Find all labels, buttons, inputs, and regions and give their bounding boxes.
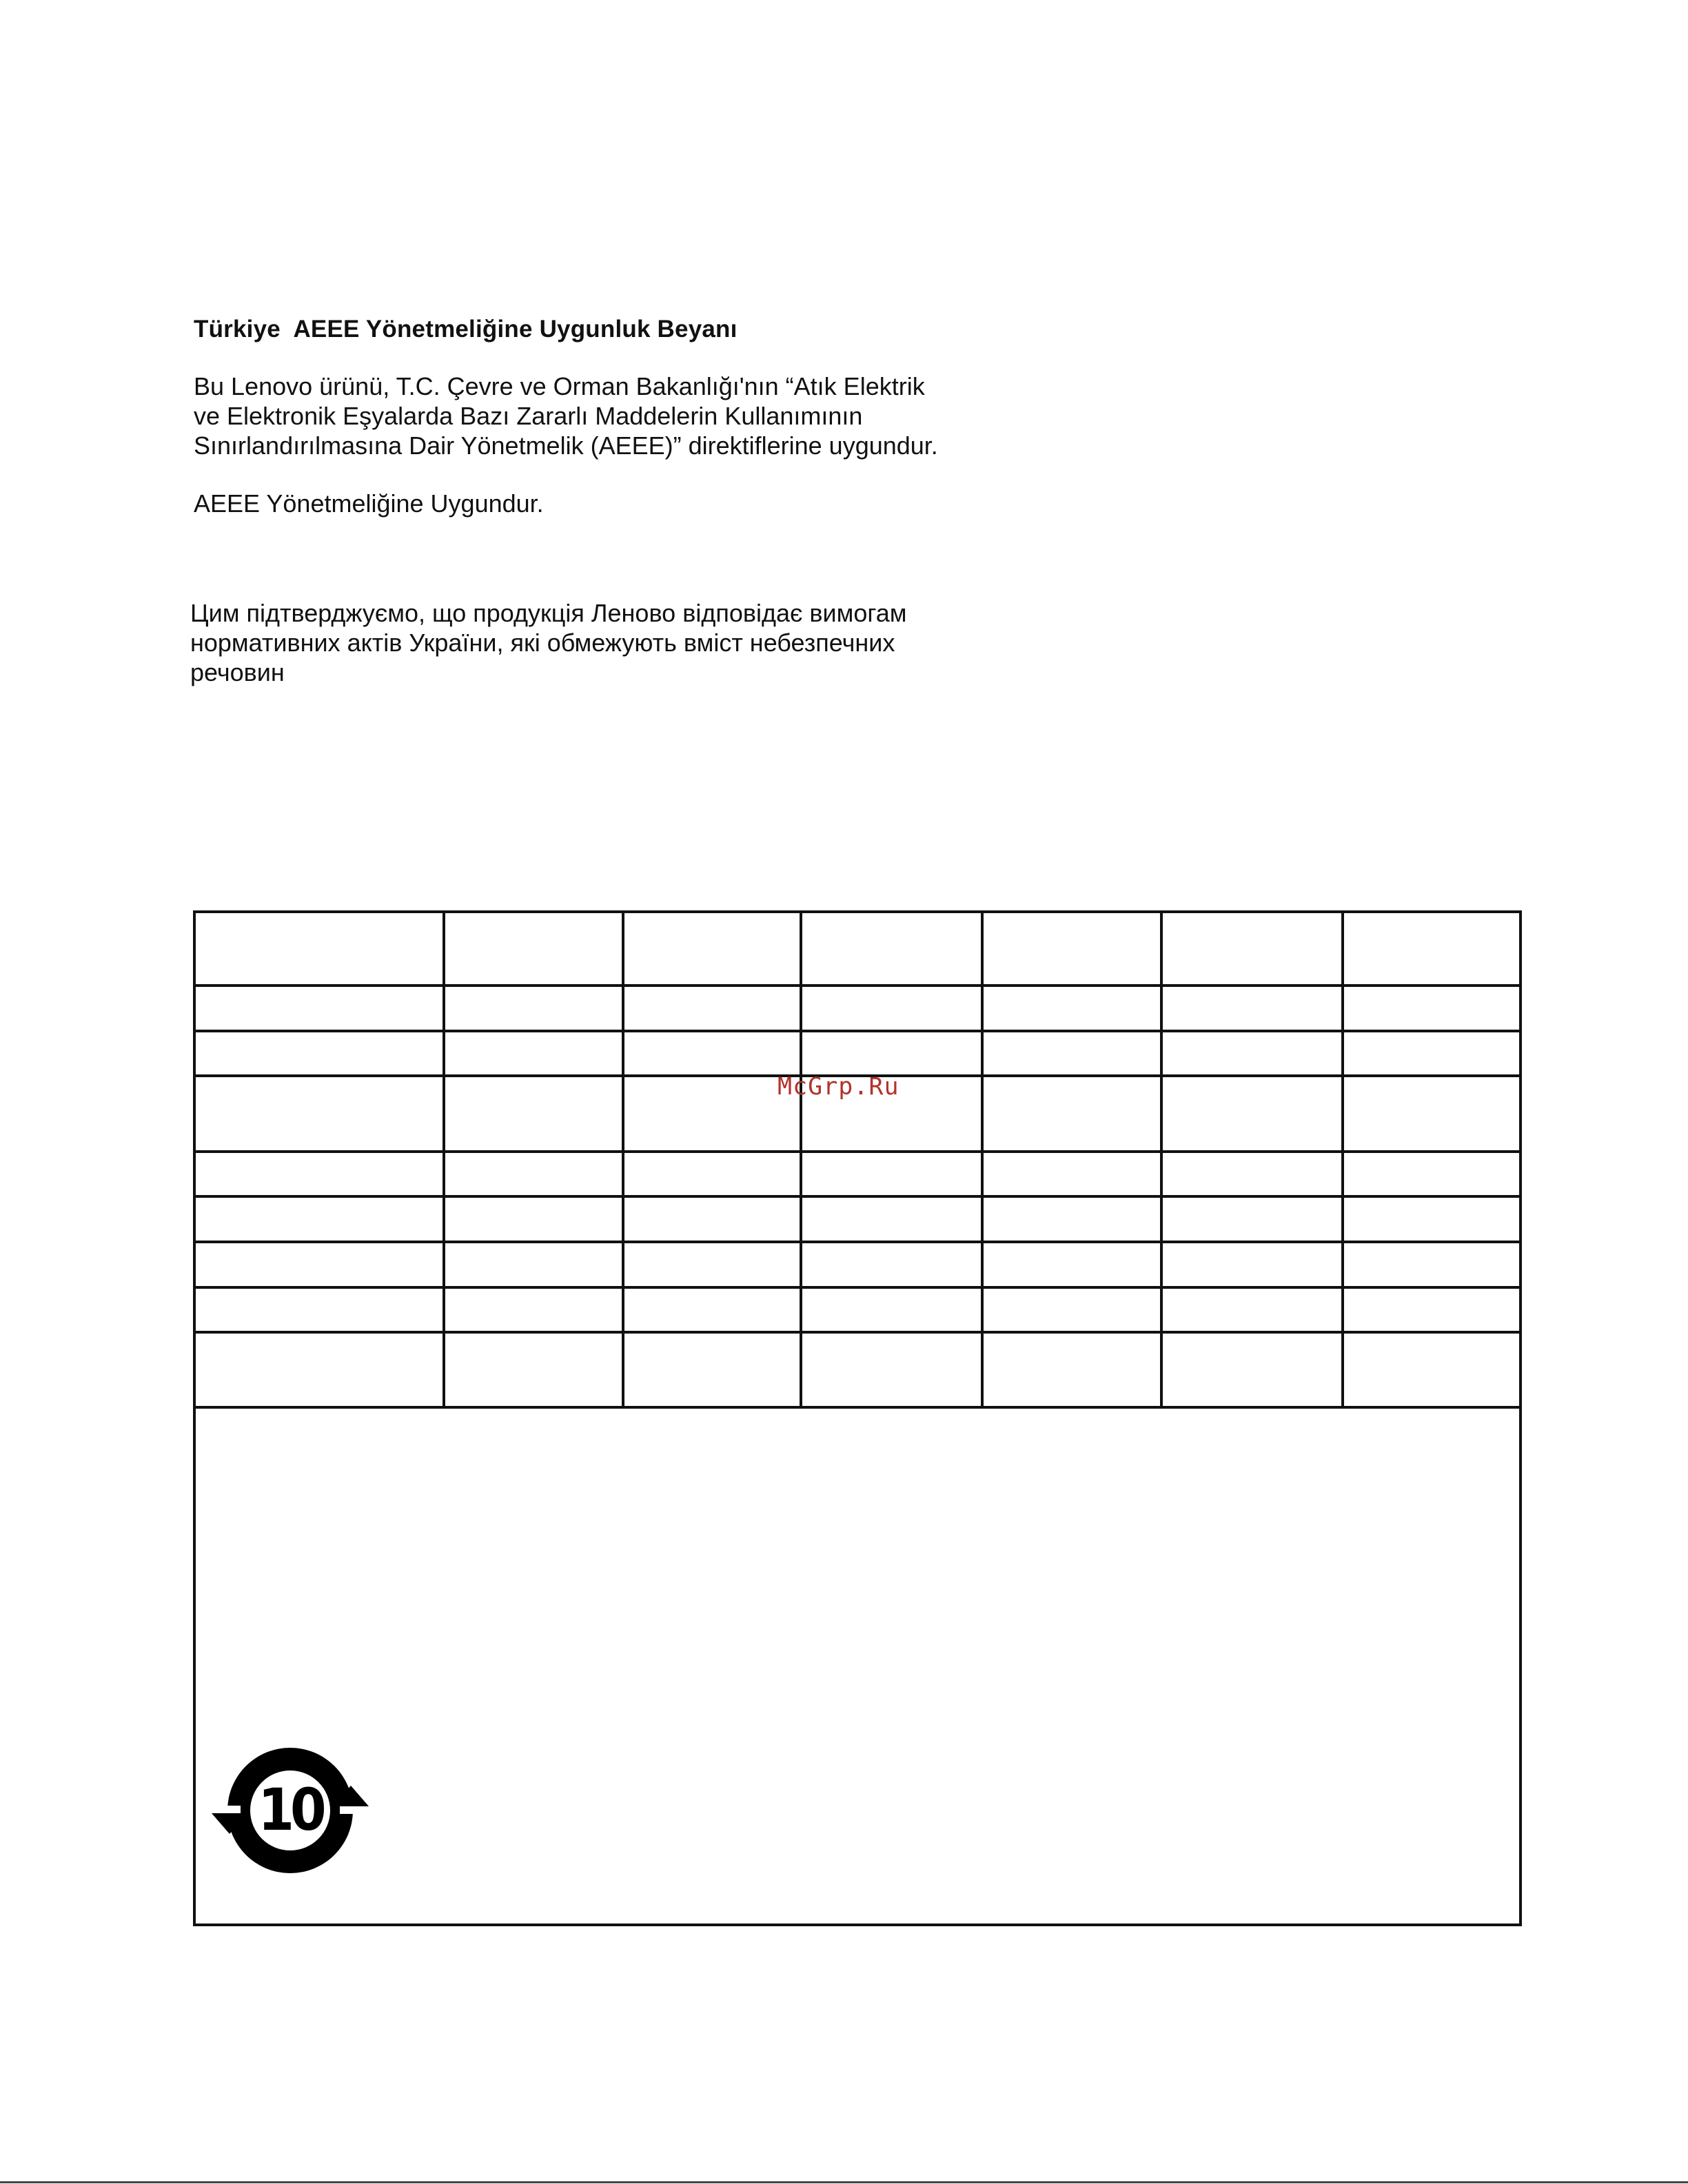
paragraph-line: нормативних актів України, які обмежують вміст небезпечних [190, 629, 895, 657]
table-row-divider [193, 1286, 1522, 1289]
table-row-divider [193, 1195, 1522, 1198]
table-row-divider [193, 1241, 1522, 1243]
table-row-divider [193, 984, 1522, 987]
table-row-divider [193, 1150, 1522, 1153]
paragraph-line: Цим підтверджуємо, що продукція Леново відповідає вимогам [190, 599, 907, 627]
table-column-divider [1341, 910, 1344, 1407]
paragraph-line: AEEE Yönetmeliğine Uygundur. [194, 489, 544, 518]
paragraph-line: речовин [190, 658, 285, 686]
table-column-divider [622, 910, 624, 1407]
table-column-divider [1160, 910, 1163, 1407]
table-row-divider [193, 1406, 1522, 1409]
paragraph-line: Bu Lenovo ürünü, T.C. Çevre ve Orman Bakanlığı'nın “Atık Elektrik [194, 372, 925, 400]
table-frame [193, 910, 1522, 1926]
heading-turkey-declaration: Türkiye AEEE Yönetmeliğine Uygunluk Beyanı [194, 316, 738, 343]
paragraph-line: Sınırlandırılmasına Dair Yönetmelik (AEEE)” direktiflerine uygundur. [194, 431, 938, 460]
table-column-divider [443, 910, 445, 1407]
table-row-divider [193, 1331, 1522, 1334]
china-rohs-epup-10-icon [212, 1740, 369, 1881]
page-bottom-edge [0, 2181, 1688, 2183]
table-column-divider [981, 910, 984, 1407]
table-row-divider [193, 1030, 1522, 1032]
logo-number: 10 [258, 1776, 323, 1844]
table-column-divider [800, 910, 802, 1407]
watermark-text: McGrp.Ru [777, 1073, 899, 1101]
paragraph-line: ve Elektronik Eşyalarda Bazı Zararlı Maddelerin Kullanımının [194, 402, 863, 430]
